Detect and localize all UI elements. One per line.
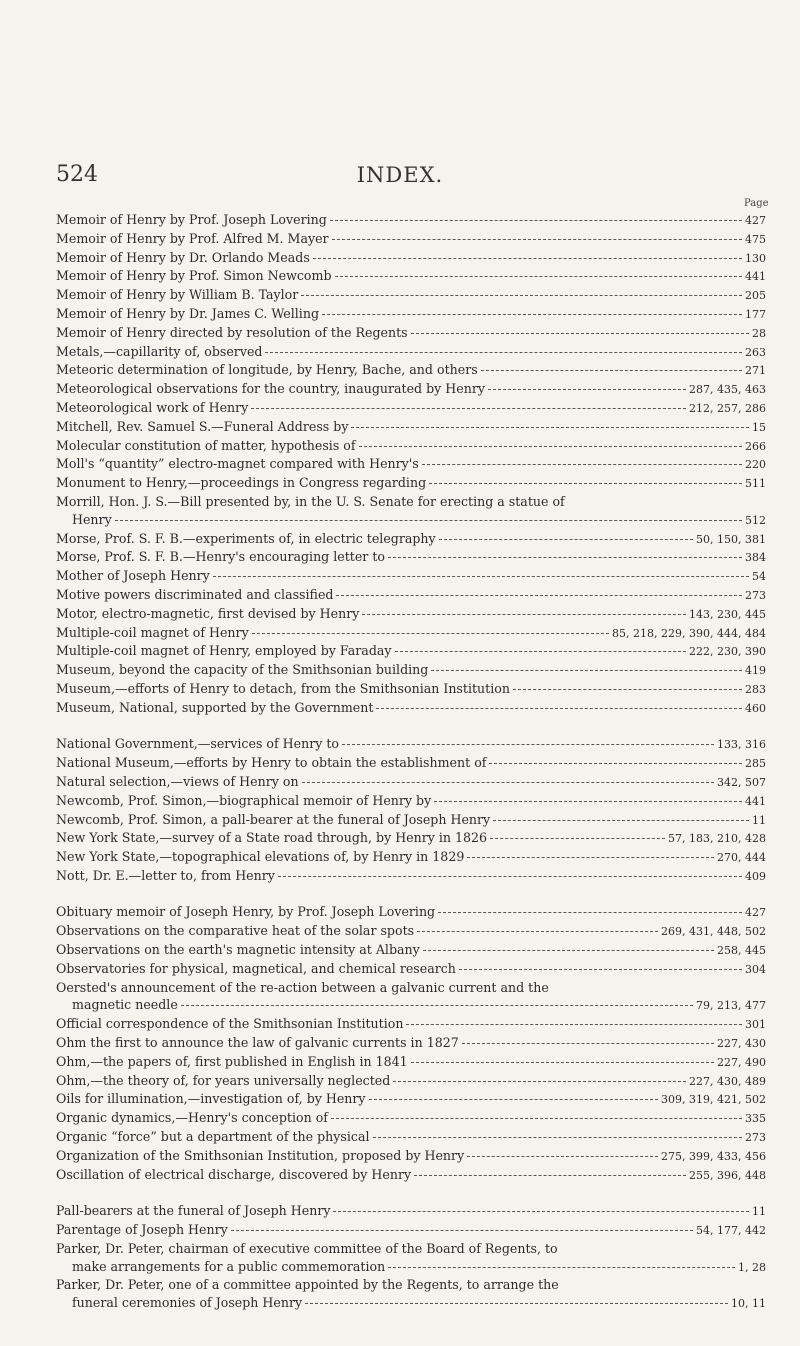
entry-pages: 212, 257, 286	[689, 401, 766, 415]
entry-text: Mother of Joseph Henry	[56, 568, 210, 584]
index-entry	[56, 1202, 766, 1221]
dot-leader	[417, 931, 658, 932]
entry-text: Obituary memoir of Joseph Henry, by Prof. Joseph Lovering	[56, 904, 436, 920]
dot-leader	[336, 595, 742, 596]
entry-pages: 285	[745, 757, 766, 771]
entry-text: New York State,—topographical elevations of, by Henry in 1829	[56, 849, 465, 865]
entry-text: New York State,—survey of a State road through, by Henry in 1826	[56, 830, 488, 846]
index-entry	[56, 941, 766, 960]
entry-text: Molecular constitution of matter, hypothesis of	[56, 437, 356, 453]
entry-text: Newcomb, Prof. Simon,—biographical memoir of Henry by	[56, 792, 432, 808]
index-entry	[56, 418, 766, 437]
entry-pages: 255, 396, 448	[689, 1168, 766, 1182]
entry-text: Meteorological observations for the country, inaugurated by Henry	[56, 381, 485, 397]
entry-text: Parentage of Joseph Henry	[56, 1222, 228, 1238]
index-entry	[56, 922, 766, 941]
entry-pages: 266	[745, 439, 766, 453]
page-number: 524	[56, 162, 98, 187]
entry-text: Oscillation of electrical discharge, discovered by Henry	[56, 1166, 412, 1182]
entry-text: Museum,—efforts of Henry to detach, from the Smithsonian Institution	[56, 680, 510, 696]
entry-text: Memoir of Henry by Dr. James C. Welling	[56, 305, 320, 321]
entry-pages: 511	[745, 477, 766, 491]
entry-text: Mitchell, Rev. Samuel S.—Funeral Address by	[56, 418, 349, 434]
entry-pages: 419	[745, 664, 766, 678]
index-entry	[56, 380, 766, 399]
dot-leader	[438, 912, 742, 913]
index-entry	[56, 811, 766, 830]
entry-pages: 205	[745, 289, 766, 303]
entry-pages: 304	[745, 962, 766, 976]
entry-pages: 10, 11	[731, 1297, 766, 1311]
dot-leader	[373, 1137, 743, 1138]
entry-text: Natural selection,—views of Henry on	[56, 773, 299, 789]
dot-leader	[351, 427, 749, 428]
dot-leader	[429, 483, 742, 484]
dot-leader	[493, 820, 749, 821]
entry-text: Monument to Henry,—proceedings in Congress regarding	[56, 475, 427, 491]
dot-leader	[490, 838, 665, 839]
dot-leader	[388, 1267, 735, 1268]
index-entries	[56, 211, 766, 1313]
entry-pages: 15	[752, 420, 766, 434]
index-entry	[56, 1166, 766, 1185]
dot-leader	[439, 539, 693, 540]
index-entry	[56, 792, 766, 811]
index-entry	[56, 305, 766, 324]
entry-text: Memoir of Henry by Prof. Joseph Lovering	[56, 212, 327, 227]
dot-leader	[414, 1175, 686, 1176]
page-title: INDEX.	[356, 163, 444, 187]
dot-leader	[330, 220, 742, 221]
entry-pages: 11	[752, 813, 766, 827]
index-entry	[56, 1221, 766, 1240]
page-column-label: Page	[744, 198, 769, 209]
entry-text: Organic “force” but a department of the physical	[56, 1129, 370, 1145]
entry-pages: 427	[745, 214, 766, 227]
entry-pages: 271	[745, 364, 766, 378]
index-entry	[56, 548, 766, 567]
entry-pages: 269, 431, 448, 502	[661, 925, 766, 939]
index-entry	[56, 605, 766, 624]
dot-leader	[406, 1024, 742, 1025]
index-entry	[56, 361, 766, 380]
index-entry	[56, 493, 766, 530]
index-entry	[56, 848, 766, 867]
dot-leader	[388, 557, 742, 558]
entry-pages: 409	[745, 869, 766, 883]
dot-leader	[115, 520, 742, 521]
entry-text: Motor, electro-magnetic, first devised by Henry	[56, 605, 360, 621]
index-entry	[56, 754, 766, 773]
entry-text: Pall-bearers at the funeral of Joseph Henry	[56, 1203, 331, 1219]
entry-pages: 227, 430, 489	[689, 1074, 766, 1088]
entry-text: Parker, Dr. Peter, one of a committee appointed by the Regents, to arrange the	[56, 1277, 559, 1293]
entry-pages: 283	[745, 682, 766, 696]
dot-leader	[489, 763, 742, 764]
dot-leader	[459, 969, 742, 970]
index-entry	[56, 773, 766, 792]
entry-pages: 335	[745, 1112, 766, 1126]
index-entry	[56, 1109, 766, 1128]
index-entry	[56, 324, 766, 343]
index-entry	[56, 343, 766, 362]
entry-text: Morrill, Hon. J. S.—Bill presented by, in the U. S. Senate for erecting a statue of	[56, 493, 565, 509]
entry-text: Organization of the Smithsonian Institution, proposed by Henry	[56, 1147, 465, 1163]
index-entry	[56, 903, 766, 922]
dot-leader	[462, 1043, 714, 1044]
entry-pages: 512	[745, 513, 766, 527]
entry-text: magnetic needle	[72, 997, 178, 1013]
entry-text: Observations on the comparative heat of the solar spots	[56, 923, 415, 939]
entry-pages: 273	[745, 588, 766, 602]
dot-leader	[434, 801, 742, 802]
entry-pages: 222, 230, 390	[689, 645, 766, 659]
dot-leader	[422, 464, 742, 465]
index-entry	[56, 474, 766, 493]
dot-leader	[411, 1062, 714, 1063]
entry-pages: 427	[745, 906, 766, 920]
entry-pages: 441	[745, 794, 766, 808]
entry-pages: 384	[745, 551, 766, 565]
index-entry	[56, 960, 766, 979]
entry-text: Multiple-coil magnet of Henry, employed by Faraday	[56, 643, 392, 659]
index-entry	[56, 567, 766, 586]
entry-text: Memoir of Henry by Dr. Orlando Meads	[56, 249, 310, 265]
index-entry	[56, 249, 766, 268]
index-entry	[56, 286, 766, 305]
dot-leader	[359, 446, 742, 447]
index-entry	[56, 267, 766, 286]
index-entry	[56, 979, 766, 1016]
index-entry	[56, 829, 766, 848]
dot-leader	[322, 314, 742, 315]
index-entry	[56, 211, 766, 230]
entry-text: Oils for illumination,—investigation of, by Henry	[56, 1091, 366, 1107]
dot-leader	[332, 239, 742, 240]
entry-text: Henry	[72, 511, 112, 527]
entry-pages: 54	[752, 570, 766, 584]
entry-pages: 28	[752, 326, 766, 340]
entry-text: funeral ceremonies of Joseph Henry	[72, 1295, 303, 1311]
index-entry	[56, 437, 766, 456]
dot-leader	[301, 295, 742, 296]
entry-text: Observatories for physical, magnetical, and chemical research	[56, 960, 456, 976]
entry-pages: 1, 28	[738, 1260, 766, 1274]
dot-leader	[265, 352, 742, 353]
entry-pages: 57, 183, 210, 428	[668, 832, 766, 846]
entry-text: Meteorological work of Henry	[56, 399, 249, 415]
dot-leader	[467, 1156, 658, 1157]
index-entry	[56, 399, 766, 418]
entry-pages: 263	[745, 345, 766, 359]
entry-text: Official correspondence of the Smithsonian Institution	[56, 1016, 404, 1032]
entry-text: Observations on the earth's magnetic intensity at Albany	[56, 942, 420, 958]
dot-leader	[231, 1230, 693, 1231]
index-entry	[56, 661, 766, 680]
entry-pages: 177	[745, 307, 766, 321]
dot-leader	[313, 258, 742, 259]
index-entry	[56, 230, 766, 249]
entry-pages: 275, 399, 433, 456	[661, 1149, 766, 1163]
entry-pages: 227, 430	[717, 1037, 766, 1051]
entry-pages: 54, 177, 442	[696, 1224, 766, 1238]
entry-pages: 273	[745, 1131, 766, 1145]
dot-leader	[376, 708, 742, 709]
index-entry	[56, 1090, 766, 1109]
entry-pages: 133, 316	[717, 738, 766, 752]
index-entry	[56, 455, 766, 474]
index-entry	[56, 1034, 766, 1053]
dot-leader	[411, 333, 749, 334]
index-entry	[56, 1053, 766, 1072]
entry-text: Parker, Dr. Peter, chairman of executive committee of the Board of Regents, to	[56, 1240, 558, 1256]
entry-pages: 79, 213, 477	[696, 999, 766, 1013]
entry-text: National Museum,—efforts by Henry to obtain the establishment of	[56, 755, 487, 771]
entry-pages: 309, 319, 421, 502	[661, 1093, 766, 1107]
dot-leader	[362, 614, 686, 615]
dot-leader	[467, 857, 714, 858]
index-entry	[56, 1072, 766, 1091]
dot-leader	[251, 408, 686, 409]
dot-leader	[481, 370, 742, 371]
index-entry	[56, 1147, 766, 1166]
dot-leader	[331, 1118, 742, 1119]
entry-pages: 441	[745, 270, 766, 284]
entry-text: Memoir of Henry by Prof. Alfred M. Mayer	[56, 230, 329, 246]
index-entry	[56, 680, 766, 699]
dot-leader	[278, 876, 742, 877]
index-entry	[56, 1015, 766, 1034]
entry-text: Moll's “quantity” electro-magnet compared with Henry's	[56, 456, 419, 472]
entry-text: Metals,—capillarity of, observed	[56, 343, 263, 359]
entry-text: Newcomb, Prof. Simon, a pall-bearer at the funeral of Joseph Henry	[56, 811, 491, 827]
index-entry	[56, 699, 766, 718]
dot-leader	[395, 651, 687, 652]
entry-pages: 11	[752, 1205, 766, 1219]
entry-pages: 270, 444	[717, 851, 766, 865]
dot-leader	[488, 389, 686, 390]
entry-pages: 287, 435, 463	[689, 383, 766, 397]
index-entry	[56, 642, 766, 661]
dot-leader	[369, 1099, 658, 1100]
dot-leader	[513, 689, 742, 690]
entry-pages: 130	[745, 251, 766, 265]
dot-leader	[213, 576, 749, 577]
entry-pages: 475	[745, 232, 766, 246]
entry-text: Memoir of Henry by William B. Taylor	[56, 287, 299, 303]
entry-text: Multiple-coil magnet of Henry	[56, 624, 249, 640]
index-entry	[56, 1276, 766, 1313]
entry-pages: 220	[745, 458, 766, 472]
entry-text: Nott, Dr. E.—letter to, from Henry	[56, 867, 275, 883]
index-entry	[56, 735, 766, 754]
entry-pages: 460	[745, 701, 766, 715]
entry-text: National Government,—services of Henry to	[56, 736, 339, 752]
entry-pages: 301	[745, 1018, 766, 1032]
entry-text: Organic dynamics,—Henry's conception of	[56, 1110, 328, 1126]
dot-leader	[423, 950, 714, 951]
dot-leader	[393, 1081, 686, 1082]
entry-text: Morse, Prof. S. F. B.—experiments of, in electric telegraphy	[56, 530, 436, 546]
entry-text: make arrangements for a public commemoration	[72, 1258, 386, 1274]
entry-pages: 85, 218, 229, 390, 444, 484	[612, 626, 766, 640]
entry-pages: 258, 445	[717, 944, 766, 958]
entry-text: Museum, beyond the capacity of the Smithsonian building	[56, 662, 429, 678]
entry-pages: 227, 490	[717, 1055, 766, 1069]
dot-leader	[342, 744, 714, 745]
entry-text: Memoir of Henry by Prof. Simon Newcomb	[56, 268, 332, 284]
dot-leader	[252, 633, 609, 634]
entry-text: Meteoric determination of longitude, by Henry, Bache, and others	[56, 362, 478, 378]
entry-text: Museum, National, supported by the Government	[56, 699, 374, 715]
dot-leader	[305, 1303, 728, 1304]
entry-text: Memoir of Henry directed by resolution of the Regents	[56, 324, 408, 340]
entry-pages: 342, 507	[717, 775, 766, 789]
entry-text: Oersted's announcement of the re-action between a galvanic current and the	[56, 979, 549, 995]
dot-leader	[333, 1211, 749, 1212]
entry-text: Ohm,—the theory of, for years universally neglected	[56, 1072, 391, 1088]
index-entry	[56, 586, 766, 605]
entry-text: Ohm,—the papers of, first published in English in 1841	[56, 1053, 408, 1069]
dot-leader	[302, 782, 714, 783]
entry-pages: 50, 150, 381	[696, 532, 766, 546]
entry-text: Morse, Prof. S. F. B.—Henry's encouraging letter to	[56, 549, 385, 565]
index-entry	[56, 1240, 766, 1277]
index-entry	[56, 530, 766, 549]
dot-leader	[181, 1005, 693, 1006]
entry-text: Ohm the first to announce the law of galvanic currents in 1827	[56, 1035, 459, 1051]
index-entry	[56, 624, 766, 643]
dot-leader	[335, 276, 742, 277]
index-entry	[56, 867, 766, 886]
index-entry	[56, 1128, 766, 1147]
dot-leader	[431, 670, 742, 671]
entry-pages: 143, 230, 445	[689, 607, 766, 621]
entry-text: Motive powers discriminated and classified	[56, 586, 334, 602]
